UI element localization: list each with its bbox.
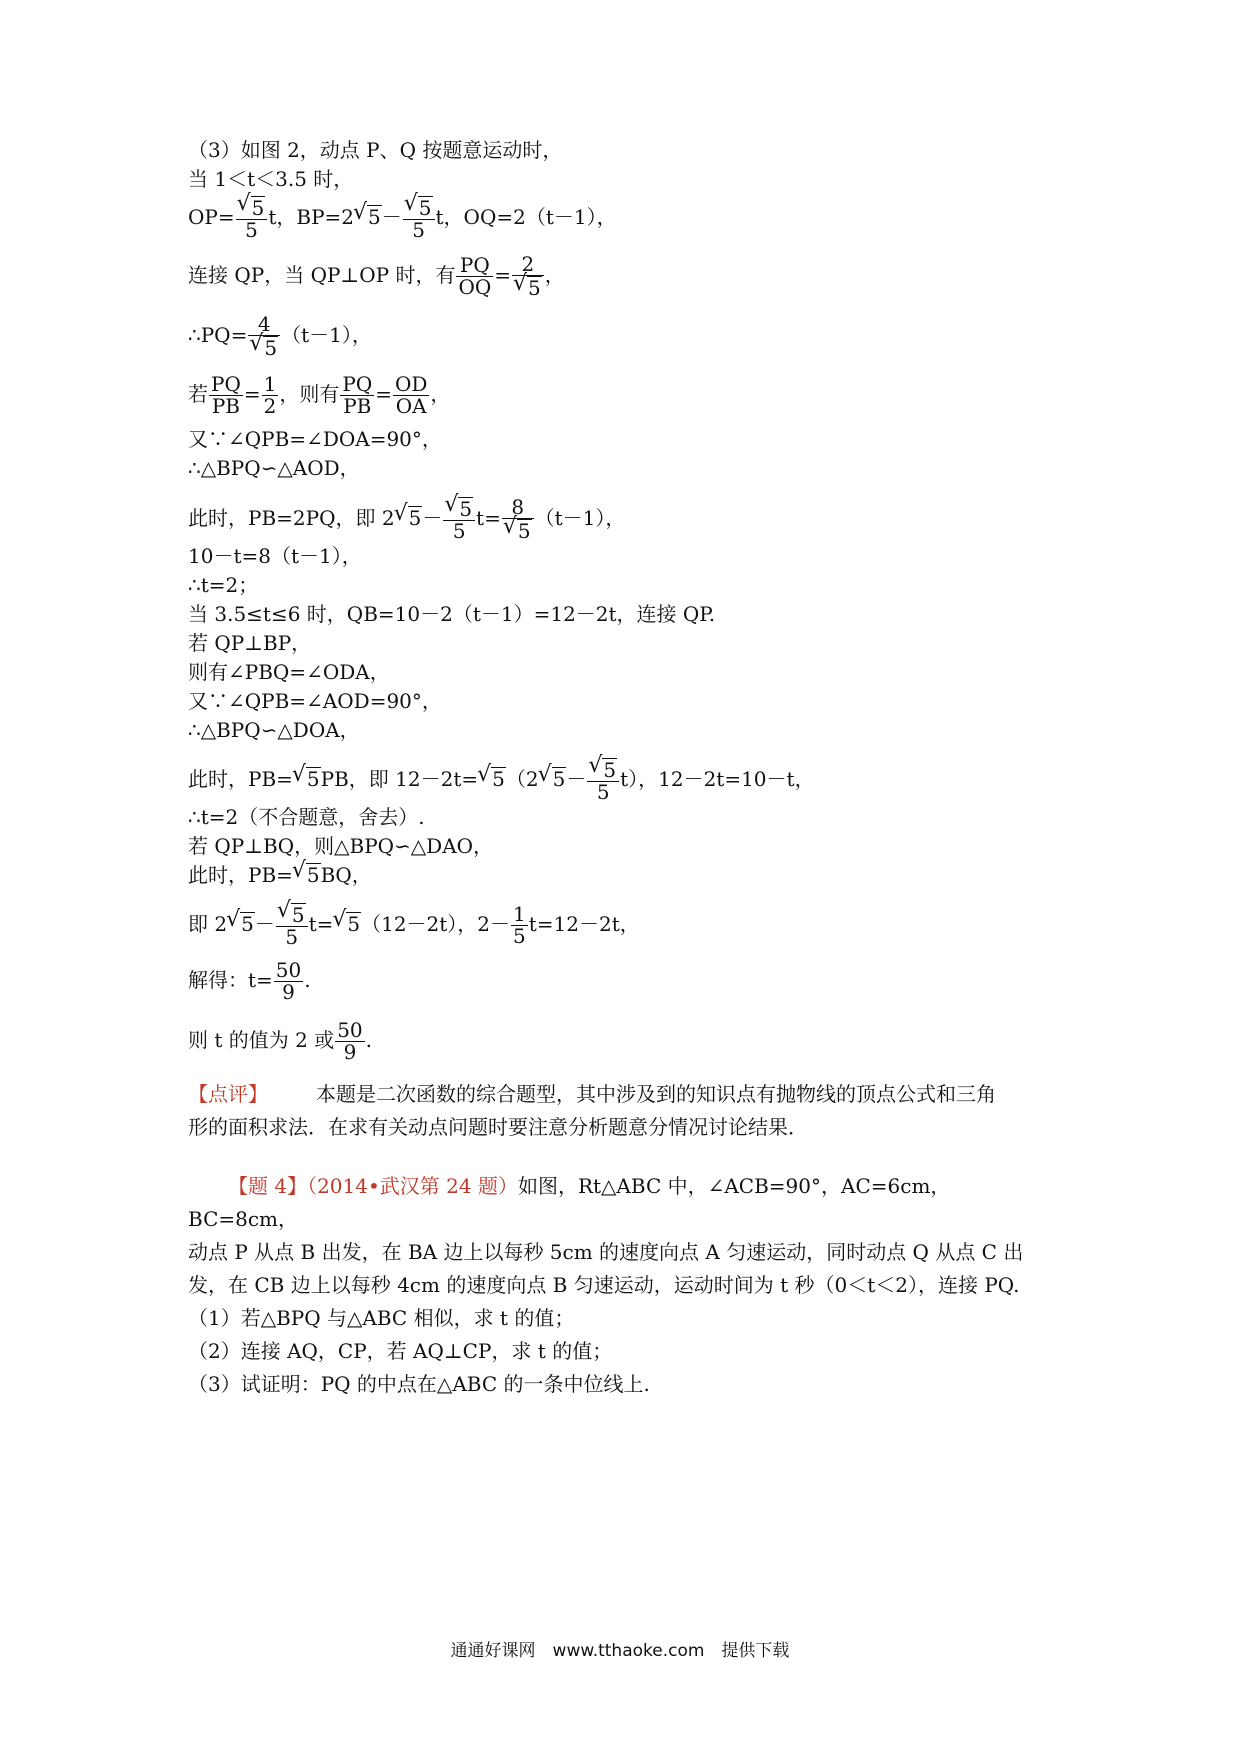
text: t=12－2t， (528, 912, 640, 936)
text: . (365, 1028, 373, 1052)
text: － (566, 767, 587, 791)
fraction: √ $\frac{5}{5}$ (236, 196, 268, 241)
line-angle-pbq: 则有∠PBQ=∠ODA， (188, 660, 390, 684)
fraction: √ $\frac{5}{5}$ (276, 903, 308, 948)
text: PB，即 12－2t= (320, 767, 479, 791)
text: ， (430, 382, 451, 406)
text: （t－1）， (281, 323, 372, 347)
fraction: √ $\frac{5}{5}$ (587, 758, 619, 803)
text: 解得：t= (188, 968, 273, 992)
line-answer (188, 1020, 372, 1063)
text: t，BP=2 (268, 205, 355, 229)
comment-label: 【点评】 (188, 1082, 268, 1106)
text: － (422, 506, 443, 530)
text: （2 (505, 767, 539, 791)
text: = (243, 382, 261, 406)
text: t），12－2t=10－t， (620, 767, 815, 791)
text: = (494, 263, 512, 287)
fraction: 2 √ 5 (512, 254, 544, 299)
text: t= (308, 912, 334, 936)
line-pq (188, 314, 372, 359)
line-t2: ∴t=2； (188, 573, 259, 597)
text: ∴PQ= (188, 323, 248, 347)
sqrt: √ 5 (294, 861, 321, 889)
comment-line-2: 形的面积求法．在求有关动点问题时要注意分析题意分情况讨论结果． (188, 1115, 808, 1139)
line-qp-bp: 若 QP⊥BP， (188, 631, 312, 655)
problem4-question-1: （1）若△BPQ 与△ABC 相似，求 t 的值； (188, 1306, 575, 1330)
line-angle2: 又∵∠QPB=∠AOD=90°， (188, 689, 442, 713)
text: ， (544, 263, 565, 287)
problem4-line-1 (188, 1170, 1058, 1236)
comment-text: 本题是二次函数的综合题型，其中涉及到的知识点有抛物线的顶点公式和三角 (316, 1082, 996, 1106)
line-eq-final (188, 903, 640, 948)
problem4-question-3: （3）试证明：PQ 的中点在△ABC 的一条中位线上. (188, 1372, 650, 1396)
fraction: $\frac{PQ}{OQ}$ (458, 253, 492, 299)
line-case1: 当 1＜t＜3.5 时， (188, 167, 354, 191)
fraction: 4 √ 5 (248, 314, 280, 359)
fraction: $\frac{OD}{OA}$ (394, 372, 428, 418)
line-op-bp-oq (188, 196, 617, 241)
text: （t－1）， (534, 506, 626, 530)
fraction: $\frac{50}{9}$ (275, 958, 302, 1004)
line-ratio (188, 374, 450, 417)
line-angle1: 又∵∠QPB=∠DOA=90°， (188, 427, 442, 451)
sqrt: √ 5 (540, 765, 567, 793)
text: 若 (188, 382, 208, 406)
comment-line-1 (188, 1078, 1058, 1111)
comment-block (188, 1078, 1058, 1144)
line-pb-sqrt5 (188, 758, 815, 803)
sqrt: √ 5 (228, 910, 255, 938)
line-solve (188, 960, 311, 1003)
problem4-block (188, 1170, 1058, 1401)
fraction: $\frac{1}{5}$ (513, 902, 526, 948)
fraction: √ $\frac{5}{5}$ (403, 196, 435, 241)
text: 连接 QP，当 QP⊥OP 时，有 (188, 263, 456, 287)
line-eq1: 10－t=8（t－1）， (188, 544, 362, 568)
text: . (304, 968, 311, 992)
text: 即 2 (188, 912, 228, 936)
sqrt: √ 5 (239, 196, 266, 219)
text: － (381, 205, 402, 229)
line-reject: ∴t=2（不合题意，舍去）. (188, 805, 425, 829)
problem4-question-2: （2）连接 AQ，CP，若 AQ⊥CP，求 t 的值； (188, 1339, 613, 1363)
line-similar2: ∴△BPQ∽△DOA， (188, 718, 360, 742)
fraction: $\frac{PQ}{PB}$ (211, 372, 241, 418)
sqrt: √ 5 (479, 765, 506, 793)
fraction: $\frac{1}{2}$ (263, 372, 277, 418)
fraction: $\frac{PQ}{PB}$ (342, 372, 373, 418)
line-part3-intro: （3）如图 2，动点 P、Q 按题意运动时， (188, 138, 563, 162)
problem4-text: 如图，Rt△ABC 中，∠ACB=90°，AC=6cm，BC=8cm， (188, 1174, 951, 1231)
page-footer: 通通好课网 www.tthaoke.com 提供下载 (450, 1641, 790, 1661)
text: BQ， (320, 863, 372, 887)
text: － (254, 912, 275, 936)
fraction: $\frac{50}{9}$ (337, 1018, 363, 1064)
text: 则 t 的值为 2 或 (188, 1028, 335, 1052)
line-connect-qp (188, 254, 565, 299)
fraction: 8 √ 5 (502, 497, 534, 542)
sqrt: √ 5 (294, 765, 321, 793)
line-qp-bq: 若 QP⊥BQ，则△BPQ∽△DAO， (188, 834, 494, 858)
text: 此时，PB= (188, 863, 293, 887)
text: OP= (188, 205, 235, 229)
sqrt: √ 5 (334, 910, 361, 938)
sqrt: √ 5 (355, 203, 382, 231)
fraction: √ $\frac{5}{5}$ (443, 497, 475, 542)
problem4-label: 【题 4】（2014•武汉第 24 题） (228, 1174, 518, 1198)
text: = (375, 382, 392, 406)
line-similar1: ∴△BPQ∽△AOD， (188, 456, 360, 480)
problem4-line-3: 发，在 CB 边上以每秒 4cm 的速度向点 B 匀速运动，运动时间为 t 秒（0＜t＜2），连接 PQ. (188, 1273, 1020, 1297)
line-pb-2pq (188, 497, 625, 542)
line-case2: 当 3.5≤t≤6 时，QB=10－2（t－1）=12－2t，连接 QP. (188, 602, 716, 626)
text: ，则有 (279, 382, 340, 406)
text: 此时，PB=2PQ，即 2 (188, 506, 395, 530)
problem4-line-2: 动点 P 从点 B 出发，在 BA 边上以每秒 5cm 的速度向点 A 匀速运动，同时动点 Q 从点 C 出 (188, 1240, 1024, 1264)
text: （12－2t），2－ (361, 912, 511, 936)
text: 此时，PB= (188, 767, 293, 791)
line-pb-bq (188, 861, 372, 889)
sqrt: √ 5 (396, 504, 423, 532)
text: t，OQ=2（t－1）， (435, 205, 617, 229)
text: t= (476, 506, 501, 530)
